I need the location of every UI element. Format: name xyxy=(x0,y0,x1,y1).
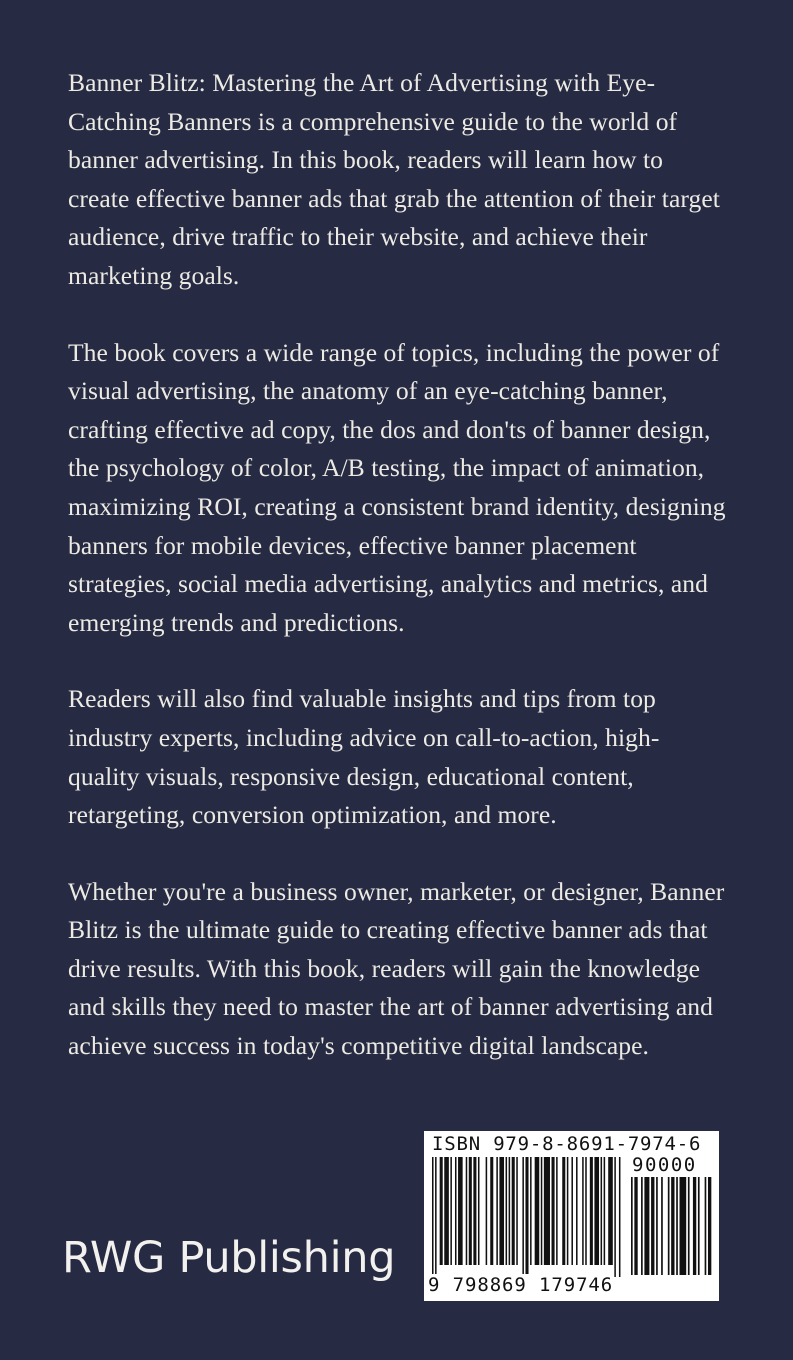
description-paragraph-4: Whether you're a business owner, marketer, or designer, Banner Blitz is the ultimate guide to creating effective banner ads that drive results. With this book, readers will gain the knowledge and skills they need to master the art of banner advertising and achieve success in today's competitive digital landscape. xyxy=(68,876,725,1061)
isbn-label: ISBN 979-8-8691-7974-6 xyxy=(432,1133,702,1155)
description-paragraph-1: Banner Blitz: Mastering the Art of Advertising with Eye-Catching Banners is a comprehensive guide to the world of banner advertising. In this book, readers will learn how to create effective banner ads that grab the attention of their target audience, drive traffic to their website, and achieve their marketing goals. xyxy=(68,68,720,290)
price-code: 90000 xyxy=(632,1154,697,1176)
description-paragraph-3: Readers will also find valuable insights and tips from top industry experts, including advice on call-to-action, high-quality visuals, responsive design, educational content, retargeting, conversion optimization, and more. xyxy=(68,684,660,830)
description-paragraph-2: The book covers a wide range of topics, including the power of visual advertising, the anatomy of an eye-catching banner, crafting effective ad copy, the dos and don'ts of banner design, the psychology of color, A/B testing, the impact of animation, maximizing ROI, creating a consistent brand identity, designing banners for mobile devices, effective banner placement strategies, social media advertising, analytics and metrics, and emerging trends and predictions. xyxy=(68,337,726,637)
ean-barcode-bars xyxy=(432,1157,622,1277)
book-description xyxy=(68,64,728,1104)
isbn-barcode xyxy=(424,1131,719,1301)
publisher-name: RWG Publishing xyxy=(62,1233,396,1283)
addon-barcode-bars xyxy=(631,1177,713,1287)
ean-digits: 9 798869 179746 xyxy=(428,1274,614,1296)
